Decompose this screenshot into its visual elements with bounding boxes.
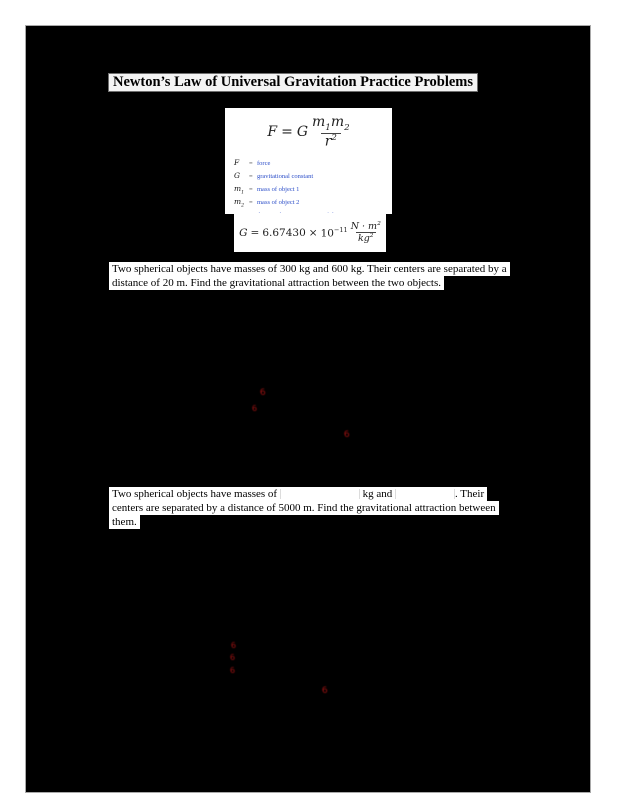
constant-times: × [308, 226, 318, 239]
gravitational-constant-card [234, 213, 386, 252]
handwritten-mark: 6 [259, 387, 267, 399]
constant-equals: = [250, 226, 260, 239]
legend-row-force: F = force [234, 158, 271, 168]
gravitation-formula [225, 115, 392, 149]
blank-mass-2 [395, 489, 455, 499]
formula-lhs: F [267, 124, 278, 141]
problem-1-line-1: Two spherical objects have masses of 300 kg and 600 kg. Their centers are separated by a [109, 262, 510, 276]
constant-units-denominator: $kg^2$ [357, 233, 374, 245]
legend-row-constant: G = gravitational constant [234, 171, 314, 181]
constant-lhs: G [239, 226, 248, 239]
constant-units-numerator: $N \cdot m^2$ [350, 220, 381, 233]
handwritten-mark: 6 [230, 640, 237, 651]
constant-value: 6.67430 [262, 226, 306, 239]
problem-2 [109, 487, 499, 529]
constant-power: $10^{-11}$ [320, 225, 348, 240]
problem-2-line-3: them. [109, 515, 140, 529]
problem-2-line-1: Two spherical objects have masses of kg and . Their [109, 487, 487, 501]
scan-dark-region [25, 25, 591, 793]
legend-row-mass1: $m_1$ = mass of object 1 [234, 184, 300, 196]
handwritten-mark: 6 [343, 429, 351, 441]
gravitation-formula-card [225, 108, 392, 214]
formula-fraction [312, 115, 350, 149]
legend-row-mass2: $m_2$ = mass of object 2 [234, 197, 300, 209]
formula-denominator: $r^2$ [321, 133, 341, 149]
problem-1-line-2: distance of 20 m. Find the gravitational attraction between the two objects. [109, 276, 444, 290]
constant-units-fraction [351, 221, 381, 244]
formula-constant: G [296, 124, 308, 141]
problem-2-line-2: centers are separated by a distance of 5000 m. Find the gravitational attraction between [109, 501, 499, 515]
formula-numerator: $m_1m_2$ [312, 114, 350, 133]
problem-1 [109, 262, 510, 290]
handwritten-mark: 6 [229, 652, 236, 663]
page-title: Newton’s Law of Universal Gravitation Practice Problems [108, 73, 478, 92]
handwritten-mark: 6 [251, 403, 258, 414]
handwritten-mark: 6 [321, 685, 329, 697]
formula-equals: = [281, 124, 293, 141]
blank-mass-1 [280, 489, 360, 499]
handwritten-mark: 6 [229, 665, 236, 676]
